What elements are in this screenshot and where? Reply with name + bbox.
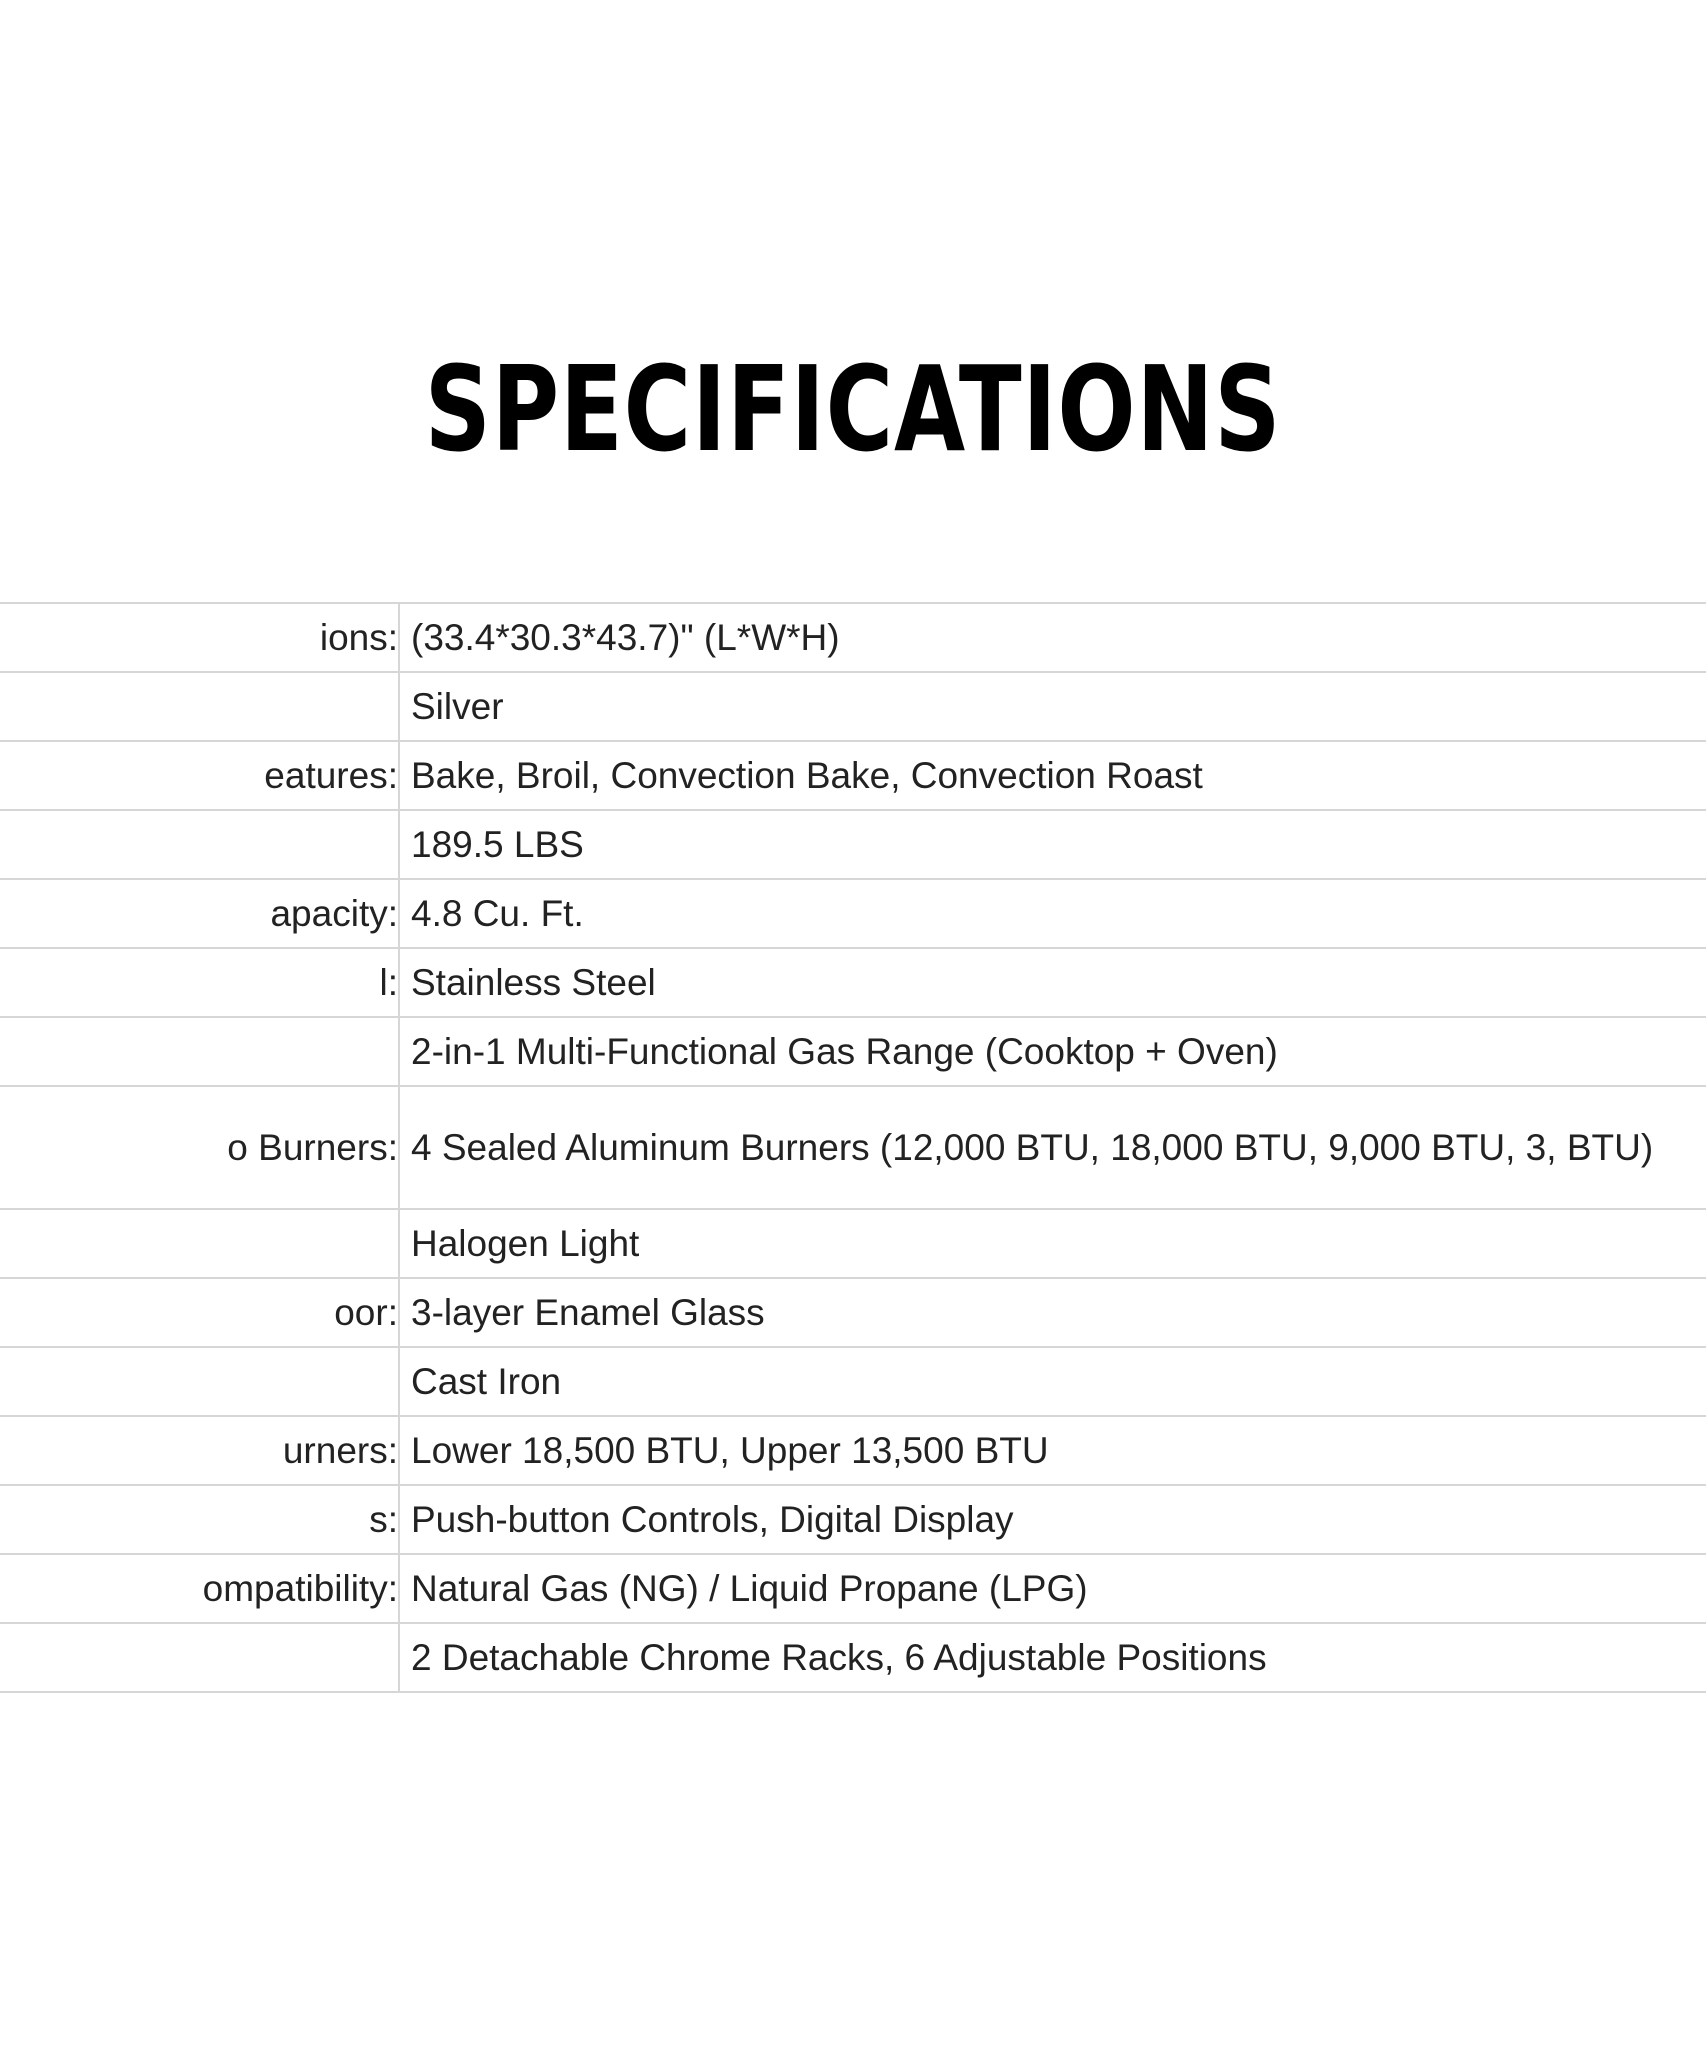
spec-value: 4.8 Cu. Ft. xyxy=(411,892,584,934)
spec-value: 4 Sealed Aluminum Burners (12,000 BTU, 18,000 BTU, 9,000 BTU, 3, BTU) xyxy=(411,1126,1654,1168)
table-row xyxy=(0,1486,1706,1555)
spec-value: Halogen Light xyxy=(411,1222,640,1264)
spec-label: ompatibility: xyxy=(0,1555,400,1622)
spec-label xyxy=(0,1018,400,1085)
spec-value: 2 Detachable Chrome Racks, 6 Adjustable Positions xyxy=(411,1636,1267,1678)
spec-value: Natural Gas (NG) / Liquid Propane (LPG) xyxy=(411,1567,1088,1609)
spec-value: Lower 18,500 BTU, Upper 13,500 BTU xyxy=(411,1429,1049,1471)
spec-value: 2-in-1 Multi-Functional Gas Range (Cooktop + Oven) xyxy=(411,1030,1278,1072)
table-row xyxy=(0,1018,1706,1087)
spec-value: 189.5 LBS xyxy=(411,823,584,865)
spec-label: o Burners: xyxy=(0,1087,400,1208)
spec-label: apacity: xyxy=(0,880,400,947)
spec-label: l: xyxy=(0,949,400,1016)
spec-value: 3-layer Enamel Glass xyxy=(411,1291,765,1333)
spec-value: (33.4*30.3*43.7)" (L*W*H) xyxy=(411,616,840,658)
table-row xyxy=(0,949,1706,1018)
table-row xyxy=(0,604,1706,673)
spec-value: Cast Iron xyxy=(411,1360,562,1402)
spec-label xyxy=(0,811,400,878)
spec-value: Silver xyxy=(411,685,504,727)
spec-label: s: xyxy=(0,1486,400,1553)
spec-table xyxy=(0,602,1706,1693)
spec-value: Push-button Controls, Digital Display xyxy=(411,1498,1014,1540)
table-row xyxy=(0,1624,1706,1693)
spec-label: oor: xyxy=(0,1279,400,1346)
spec-label xyxy=(0,1624,400,1691)
table-row xyxy=(0,1417,1706,1486)
spec-label xyxy=(0,1348,400,1415)
spec-label xyxy=(0,673,400,740)
table-row xyxy=(0,1279,1706,1348)
spec-label: eatures: xyxy=(0,742,400,809)
table-row xyxy=(0,880,1706,949)
table-row xyxy=(0,673,1706,742)
spec-label: urners: xyxy=(0,1417,400,1484)
table-row xyxy=(0,1348,1706,1417)
page-title: SPECIFICATIONS xyxy=(424,340,1282,478)
table-row xyxy=(0,811,1706,880)
spec-value: Stainless Steel xyxy=(411,961,656,1003)
spec-label: ions: xyxy=(0,604,400,671)
table-row xyxy=(0,1210,1706,1279)
spec-label xyxy=(0,1210,400,1277)
spec-value: Bake, Broil, Convection Bake, Convection Roast xyxy=(411,754,1203,796)
table-row xyxy=(0,1087,1706,1210)
table-row xyxy=(0,1555,1706,1624)
table-row xyxy=(0,742,1706,811)
